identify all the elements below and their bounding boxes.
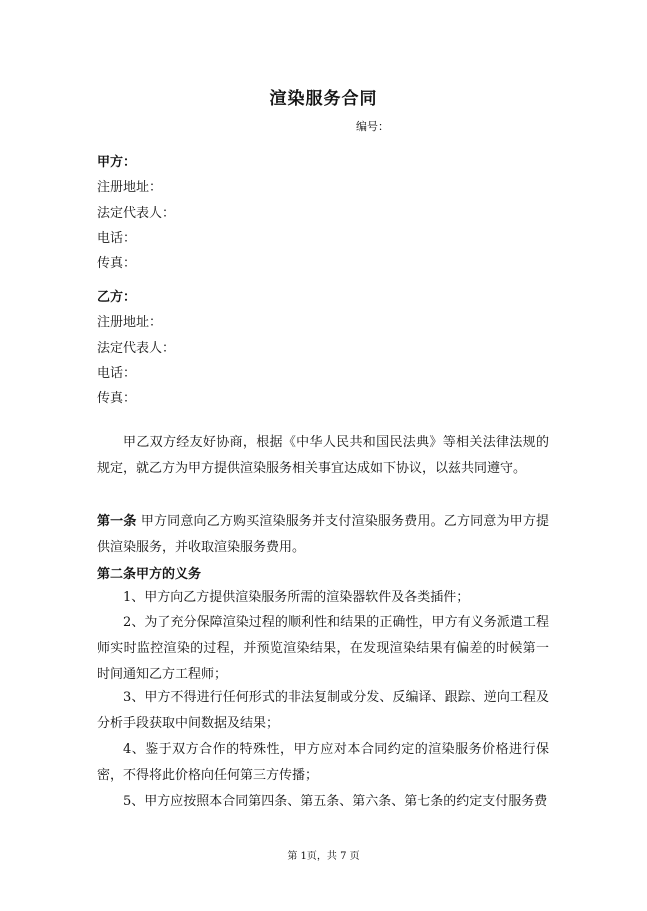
article-2-item-1: 1、甲方向乙方提供渲染服务所需的渲染器软件及各类插件； xyxy=(123,590,470,605)
party-a-phone-field: 电话： xyxy=(97,231,137,246)
document-title: 渲染服务合同 xyxy=(269,89,378,109)
party-b-fax-field: 传真： xyxy=(97,391,137,406)
party-a-label: 甲方： xyxy=(97,155,137,170)
article-1-heading: 第一条 xyxy=(97,514,137,529)
party-a-fax-field: 传真： xyxy=(97,256,137,271)
preamble-paragraph: 甲乙双方经友好协商，根据《中华人民共和国民法典》等相关法律法规的规定，就乙方为甲方提供渲染服务相关事宜达成如下协议，以兹共同遵守。 xyxy=(97,435,549,476)
page-footer: 第 1页，共 7 页 xyxy=(287,851,360,862)
party-b-address-field: 注册地址： xyxy=(97,315,163,330)
party-a-representative-field: 法定代表人： xyxy=(97,206,176,221)
article-2-item-5: 5、甲方应按照本合同第四条、第五条、第六条、第七条的约定支付服务费 xyxy=(123,794,548,809)
article-2-title: 第二条甲方的义务 xyxy=(97,567,202,582)
party-b-representative-field: 法定代表人： xyxy=(97,341,176,356)
contract-number-label: 编号： xyxy=(356,120,389,133)
article-2-item-4: 4、鉴于双方合作的特殊性，甲方应对本合同约定的渲染服务价格进行保密，不得将此价格向任何第三方传播； xyxy=(97,742,549,783)
article-1-body: 甲方同意向乙方购买渲染服务并支付渲染服务费用。乙方同意为甲方提供渲染服务，并收取渲染服务费用。 xyxy=(97,514,549,555)
party-a-address-field: 注册地址： xyxy=(97,180,163,195)
article-1-paragraph xyxy=(97,509,549,561)
party-b-label: 乙方： xyxy=(97,290,137,305)
article-2-item-3: 3、甲方不得进行任何形式的非法复制或分发、反编译、跟踪、逆向工程及分析手段获取中间数据及结果； xyxy=(97,690,549,731)
party-b-phone-field: 电话： xyxy=(97,366,137,381)
article-2-item-2: 2、为了充分保障渲染过程的顺利性和结果的正确性，甲方有义务派遣工程师实时监控渲染的过程，并预览渲染结果，在发现渲染结果有偏差的时候第一时间通知乙方工程师； xyxy=(97,615,549,682)
